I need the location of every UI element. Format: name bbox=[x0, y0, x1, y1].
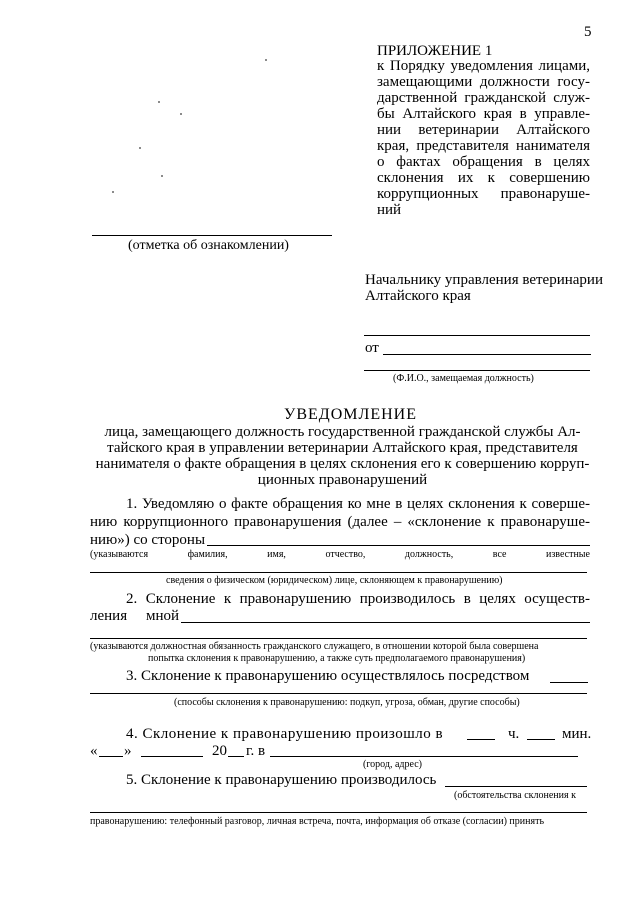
scan-speck bbox=[265, 59, 267, 61]
item-3-field[interactable] bbox=[550, 682, 588, 683]
item-5-field-2[interactable] bbox=[90, 812, 587, 813]
from-field[interactable] bbox=[383, 354, 591, 355]
notice-subtitle-line: нанимателя о факте обращения в целях склонения его к совершению корруп- bbox=[95, 456, 590, 472]
item-5-caption-bottom: правонарушению: телефонный разговор, личная встреча, почта, информация об отказе (согласии) принять bbox=[90, 816, 545, 827]
notice-subtitle-line: лица, замещающего должность государственной гражданской службы Ал- bbox=[104, 424, 581, 440]
item-1-line: 1. Уведомляю о факте обращения ко мне в целях склонения к соверше- bbox=[126, 496, 590, 512]
appendix-line: ний bbox=[377, 202, 402, 218]
from-field-2[interactable] bbox=[364, 370, 590, 371]
item-3-line: 3. Склонение к правонарушению осуществлялось посредством bbox=[126, 668, 530, 684]
item-4-hours-field[interactable] bbox=[467, 739, 495, 740]
appendix-title: ПРИЛОЖЕНИЕ 1 bbox=[377, 43, 493, 59]
item-4-quote-close: » bbox=[124, 743, 132, 759]
item-3-caption: (способы склонения к правонарушению: подкуп, угроза, обман, другие способы) bbox=[174, 697, 520, 708]
item-2-word: мной bbox=[146, 608, 180, 624]
item-4-line: 4. Склонение к правонарушению произошло в bbox=[126, 726, 444, 742]
appendix-line: о фактах обращения в целях bbox=[377, 154, 590, 170]
scan-speck bbox=[112, 191, 114, 193]
item-2-word: ления bbox=[90, 608, 128, 624]
item-1-field-2[interactable] bbox=[90, 572, 587, 573]
addressee-field[interactable] bbox=[364, 335, 590, 336]
acknowledgement-line[interactable] bbox=[92, 235, 332, 236]
item-4-place-field[interactable] bbox=[270, 756, 578, 757]
scan-speck bbox=[161, 175, 163, 177]
item-2-caption-1: (указываются должностная обязанность гражданского служащего, в отношении которой была совершена bbox=[90, 641, 539, 652]
item-4-day-field[interactable] bbox=[99, 756, 123, 757]
item-2-field-2[interactable] bbox=[90, 638, 587, 639]
item-2-line: 2. Склонение к правонарушению производилось в целях осуществ- bbox=[126, 591, 590, 607]
appendix-line: бы Алтайского края в управле- bbox=[377, 106, 590, 122]
appendix-line: склонения их к совершению bbox=[377, 170, 590, 186]
item-4-minutes-label: мин. bbox=[562, 726, 592, 742]
scan-speck bbox=[180, 113, 182, 115]
addressee-caption: (Ф.И.О., замещаемая должность) bbox=[393, 373, 534, 384]
scan-speck bbox=[139, 147, 141, 149]
notice-subtitle-line: тайского края в управлении ветеринарии Алтайского края, представителя bbox=[107, 440, 578, 456]
item-4-quote-open: « bbox=[90, 743, 98, 759]
appendix-line: к Порядку уведомления лицами, bbox=[377, 58, 590, 74]
appendix-line: коррупционных правонаруше- bbox=[377, 186, 590, 202]
scan-speck bbox=[158, 101, 160, 103]
item-1-hint: (указываются фамилия, имя, отчество, должность, все известные bbox=[90, 549, 590, 560]
appendix-line: дарственной гражданской служ- bbox=[377, 90, 590, 106]
acknowledgement-caption: (отметка об ознакомлении) bbox=[128, 238, 289, 253]
appendix-line: края, представителя нанимателя bbox=[377, 138, 590, 154]
item-4-caption: (город, адрес) bbox=[363, 759, 422, 770]
appendix-line: замещающими должности госу- bbox=[377, 74, 590, 90]
item-2-field[interactable] bbox=[181, 622, 590, 623]
page-number: 5 bbox=[584, 24, 592, 40]
item-5-caption-right: (обстоятельства склонения к bbox=[454, 790, 576, 801]
from-label: от bbox=[365, 340, 379, 356]
item-1-line: нию коррупционного правонарушения (далее – «склонение к правонаруше- bbox=[90, 514, 590, 530]
item-5-field[interactable] bbox=[445, 786, 587, 787]
item-1-caption: сведения о физическом (юридическом) лице, склоняющем к правонарушению) bbox=[166, 575, 503, 586]
item-2-caption-2: попытка склонения к правонарушению, а также суть предполагаемого правонарушения) bbox=[148, 653, 526, 664]
item-1-field[interactable] bbox=[207, 545, 590, 546]
item-4-year-field[interactable] bbox=[228, 756, 244, 757]
item-5-line: 5. Склонение к правонарушению производилось bbox=[126, 772, 437, 788]
item-4-hours-label: ч. bbox=[508, 726, 520, 742]
item-4-city-label: г. в bbox=[246, 743, 266, 759]
item-4-month-field[interactable] bbox=[141, 756, 203, 757]
item-3-field-2[interactable] bbox=[90, 693, 587, 694]
addressee-line-1: Начальнику управления ветеринарии bbox=[365, 272, 603, 288]
appendix-line: нии ветеринарии Алтайского bbox=[377, 122, 590, 138]
notice-subtitle-line: ционных правонарушений bbox=[257, 472, 428, 488]
addressee-line-2: Алтайского края bbox=[365, 288, 471, 304]
notice-title: УВЕДОМЛЕНИЕ bbox=[284, 406, 417, 423]
item-4-year-label: 20 bbox=[212, 743, 227, 759]
item-1-line: нию») со стороны bbox=[90, 532, 206, 548]
item-4-minutes-field[interactable] bbox=[527, 739, 555, 740]
